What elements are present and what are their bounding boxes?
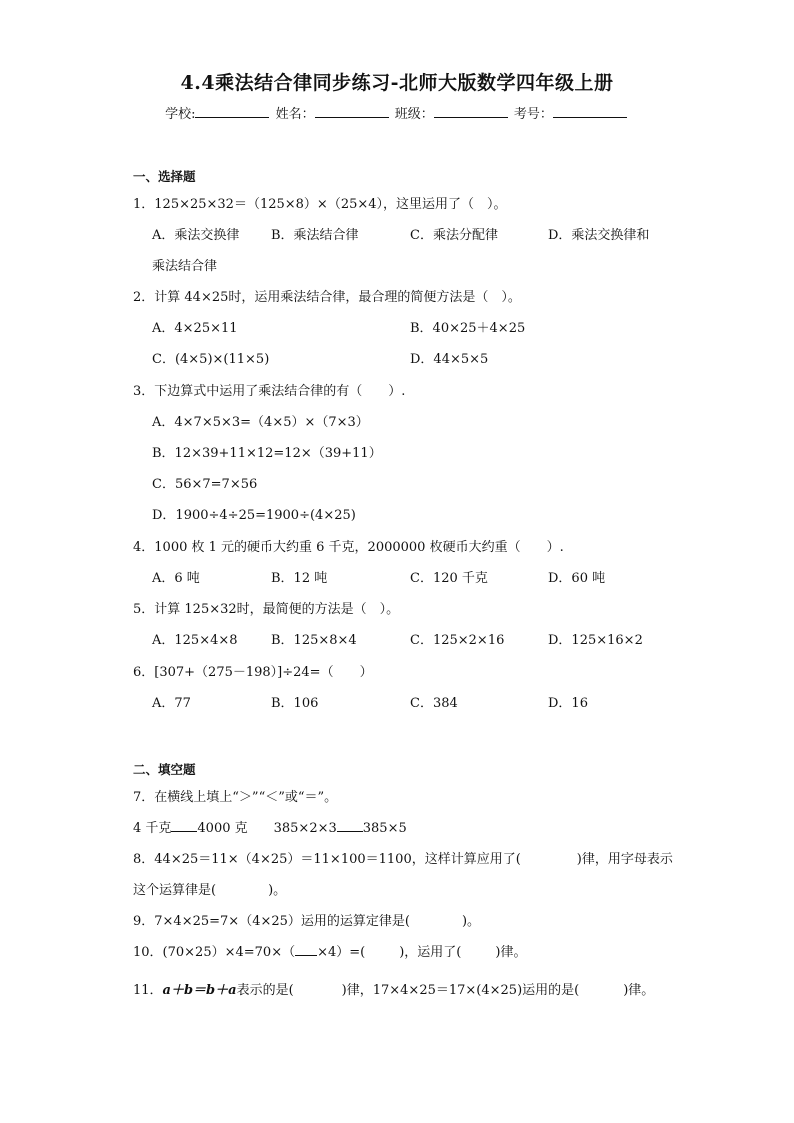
q10-part-3: )，运用了( [399, 945, 462, 960]
q2-option-b[interactable]: B．40×25＋4×25 [410, 321, 526, 336]
q3-option-a[interactable]: A．4×7×5×3=（4×5）×（7×3） [152, 415, 369, 430]
q7-blank-1[interactable] [171, 819, 197, 832]
q4-option-d[interactable]: D．60 吨 [548, 571, 606, 586]
q7-part-2: 4000 克 385×2×3 [197, 821, 337, 836]
student-info-row [0, 103, 794, 122]
q5-stem: 5．计算 125×32时，最简便的方法是（ ）。 [133, 602, 400, 617]
q11-part-4: )律。 [623, 983, 655, 998]
q6-option-c[interactable]: C．384 [410, 696, 458, 711]
q7-blank-2[interactable] [337, 819, 363, 832]
q1-option-d[interactable]: D．乘法交换律和 [548, 228, 650, 243]
q10-line [133, 941, 526, 960]
section-heading-fill: 二、填空题 [133, 762, 196, 777]
q2-option-c[interactable]: C．(4×5)×(11×5) [152, 352, 270, 367]
q5-option-a[interactable]: A．125×4×8 [152, 633, 238, 648]
school-label: 学校: [165, 107, 196, 122]
exam-no-label: 考号： [513, 107, 553, 122]
class-label: 班级： [394, 107, 434, 122]
q11-formula: a＋b＝b＋a [162, 983, 237, 998]
q9-line [133, 910, 480, 929]
q2-stem: 2．计算 44×25时，运用乘法结合律，最合理的简便方法是（ ）。 [133, 290, 521, 305]
q8-line-2 [133, 879, 286, 898]
q6-option-b[interactable]: B．106 [271, 696, 319, 711]
name-blank[interactable] [315, 104, 389, 118]
q7-stem: 7．在横线上填上“＞”“＜”或“＝”。 [133, 790, 338, 805]
q8-part-3: 这个运算律是( [133, 883, 217, 898]
q10-blank-1[interactable] [295, 943, 317, 956]
q6-option-d[interactable]: D．16 [548, 696, 588, 711]
school-blank[interactable] [195, 104, 269, 118]
q11-part-2: 表示的是( [236, 983, 294, 998]
q5-option-b[interactable]: B．125×8×4 [271, 633, 357, 648]
q5-option-d[interactable]: D．125×16×2 [548, 633, 643, 648]
q4-option-c[interactable]: C．120 千克 [410, 571, 488, 586]
q10-part-1: 10．(70×25）×4=70×（ [133, 945, 296, 960]
q1-stem: 1．125×25×32＝（125×8）×（25×4），这里运用了（ ）。 [133, 197, 507, 212]
section-heading-choice: 一、选择题 [133, 169, 196, 184]
q6-stem: 6．[307+（275－198）]÷24=（ ） [133, 665, 373, 680]
q5-option-c[interactable]: C．125×2×16 [410, 633, 505, 648]
q7-part-1: 4 千克 [133, 821, 172, 836]
q4-option-a[interactable]: A．6 吨 [152, 571, 200, 586]
q3-option-b[interactable]: B．12×39+11×12=12×（39+11） [152, 446, 382, 461]
q1-option-a[interactable]: A．乘法交换律 [152, 228, 240, 243]
q10-part-4: )律。 [495, 945, 527, 960]
q1-option-b[interactable]: B．乘法结合律 [271, 228, 359, 243]
q11-part-1: 11． [133, 983, 163, 998]
q7-part-3: 385×5 [362, 821, 407, 836]
q8-part-2: )律，用字母表示 [576, 852, 673, 867]
q7-line [133, 817, 407, 836]
name-label: 姓名： [275, 107, 315, 122]
q2-option-d[interactable]: D．44×5×5 [410, 352, 489, 367]
q2-option-a[interactable]: A．4×25×11 [152, 321, 238, 336]
q8-part-4: )。 [268, 883, 287, 898]
q10-part-2: ×4）=( [317, 945, 366, 960]
q8-part-1: 8．44×25＝11×（4×25）＝11×100＝1100，这样计算应用了( [133, 852, 521, 867]
q11-line [133, 979, 654, 998]
q3-option-d[interactable]: D．1900÷4÷25=1900÷(4×25) [152, 508, 356, 523]
q11-part-3: )律，17×4×25＝17×(4×25)运用的是( [341, 983, 580, 998]
q4-stem: 4．1000 枚 1 元的硬币大约重 6 千克，2000000 枚硬币大约重（ ）. [133, 540, 564, 555]
class-blank[interactable] [434, 104, 508, 118]
q4-option-b[interactable]: B．12 吨 [271, 571, 328, 586]
exam-no-blank[interactable] [553, 104, 627, 118]
q3-option-c[interactable]: C．56×7=7×56 [152, 477, 258, 492]
q9-part-2: )。 [461, 914, 481, 929]
q9-part-1: 9．7×4×25=7×（4×25）运用的运算定律是( [133, 914, 410, 929]
q1-option-d-continued: 乘法结合律 [152, 259, 218, 274]
q6-option-a[interactable]: A．77 [152, 696, 191, 711]
q8-line-1 [133, 848, 673, 867]
q3-stem: 3．下边算式中运用了乘法结合律的有（ ）. [133, 384, 406, 399]
q1-option-c[interactable]: C．乘法分配律 [410, 228, 498, 243]
page-title: 4.4乘法结合律同步练习-北师大版数学四年级上册 [180, 72, 614, 94]
